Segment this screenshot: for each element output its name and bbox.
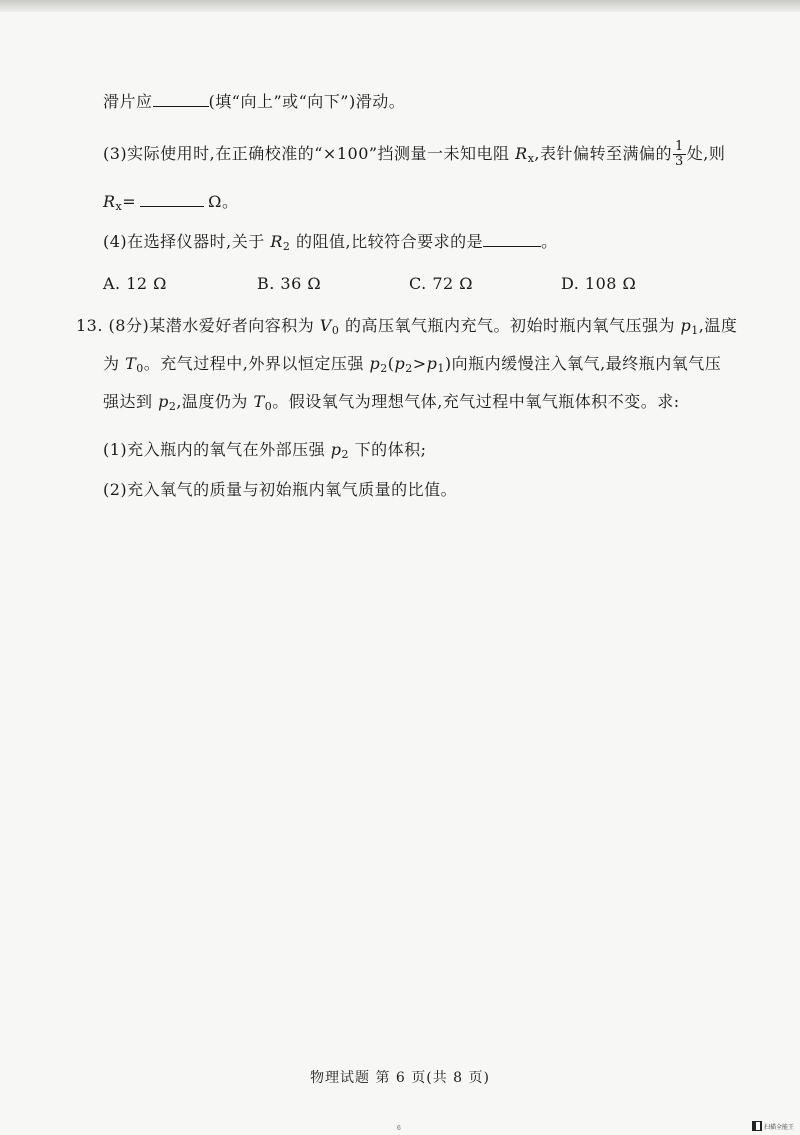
q13-text: 强达到 [103,392,159,411]
option-c[interactable] [409,274,473,294]
temperature-symbol: T [125,354,137,373]
pressure-subscript: 2 [341,448,350,461]
answer-blank-r2[interactable] [483,232,541,247]
pressure-subscript: 2 [380,362,388,375]
answer-blank-rx[interactable] [140,192,204,207]
pressure-symbol: p [680,316,692,335]
q13-line3 [103,392,680,417]
option-d-label: D. 108 Ω [561,274,637,293]
scan-page-number: 6 [397,1125,401,1132]
resistor-subscript: x [527,152,535,165]
option-b-label: B. 36 Ω [257,274,322,293]
q13-text: )向瓶内缓慢注入氧气,最终瓶内氧气压 [444,354,722,373]
pressure-subscript: 2 [405,362,413,375]
q13-text: 13. (8分)某潜水爱好者向容积为 [76,316,320,335]
q13-subquestion-1 [103,440,427,465]
pressure-subscript: 2 [168,400,177,413]
q12-part4-mid: 的阻值,比较符合要求的是 [290,232,484,251]
pressure-symbol: p [426,354,438,373]
q12-line-slider [103,92,405,112]
q12-part3-line [103,140,725,169]
answer-blank-direction[interactable] [153,92,209,107]
q13-text: 的高压氧气瓶内充气。初始时瓶内氧气压强为 [339,316,681,335]
resistor-symbol: R [515,144,528,163]
page-footer: 物理试题 第 6 页(共 8 页) [310,1070,490,1086]
q12-line1-text: 滑片应 [103,92,153,111]
q13-text: 为 [103,354,126,373]
scanner-watermark: 扫描全能王 [764,1124,795,1131]
q12-line1-text-end: (填“向上”或“向下”)滑动。 [208,92,406,111]
fraction-numerator: 1 [675,139,684,154]
q13-subquestion-2 [103,480,457,500]
option-c-label: C. 72 Ω [409,274,474,293]
pressure-symbol: p [394,354,406,373]
q12-part4-end: 。 [541,232,558,251]
qr-code-icon [752,1121,762,1131]
volume-subscript: 0 [331,324,340,337]
resistor-subscript-r2: 2 [282,240,291,253]
q12-part3-text: (3)实际使用时,在正确校准的“×100”挡测量一未知电阻 [103,144,516,163]
option-a[interactable] [103,274,167,294]
q12-part4-line [103,232,558,257]
greater-than-sign: > [412,354,427,373]
option-a-label: A. 12 Ω [103,274,167,293]
temperature-subscript: 0 [136,362,144,375]
q13-text: 。假设氧气为理想气体,充气过程中氧气瓶体积不变。求: [272,392,680,411]
option-b[interactable] [257,274,321,294]
q13-text: 。充气过程中,外界以恒定压强 [143,354,370,373]
q13-sub1-text: (1)充入瓶内的氧气在外部压强 [103,440,331,459]
unit-ohm: Ω。 [208,192,239,211]
resistor-symbol-rx: R [103,192,116,211]
q12-rx-answer-line [103,192,238,217]
q13-text: ( [387,354,395,373]
scan-top-edge [0,0,800,12]
q13-line2 [103,354,721,379]
pressure-subscript: 1 [437,362,445,375]
fraction-denominator: 3 [675,154,684,169]
q12-part4-text: (4)在选择仪器时,关于 [103,232,271,251]
pressure-symbol: p [369,354,381,373]
temperature-symbol: T [253,392,265,411]
q13-line1 [76,316,737,341]
pressure-subscript: 1 [691,324,699,337]
option-d[interactable] [561,274,636,294]
pressure-symbol: p [158,392,169,411]
volume-symbol: V [319,316,332,335]
pressure-symbol: p [330,440,342,459]
q13-sub2-text: (2)充入氧气的质量与初始瓶内氧气质量的比值。 [103,480,458,499]
q12-part3-mid: ,表针偏转至满偏的 [534,144,673,163]
q12-part3-end: 处,则 [686,144,726,163]
resistor-symbol-r2: R [270,232,283,251]
resistor-subscript-rx: x [115,200,123,213]
q13-text: ,温度仍为 [176,392,254,411]
equals-sign: = [122,192,137,211]
q13-text: ,温度 [698,316,738,335]
q13-sub1-text: 下的体积; [349,440,427,459]
temperature-subscript: 0 [264,400,273,413]
fraction-one-third [673,140,686,169]
